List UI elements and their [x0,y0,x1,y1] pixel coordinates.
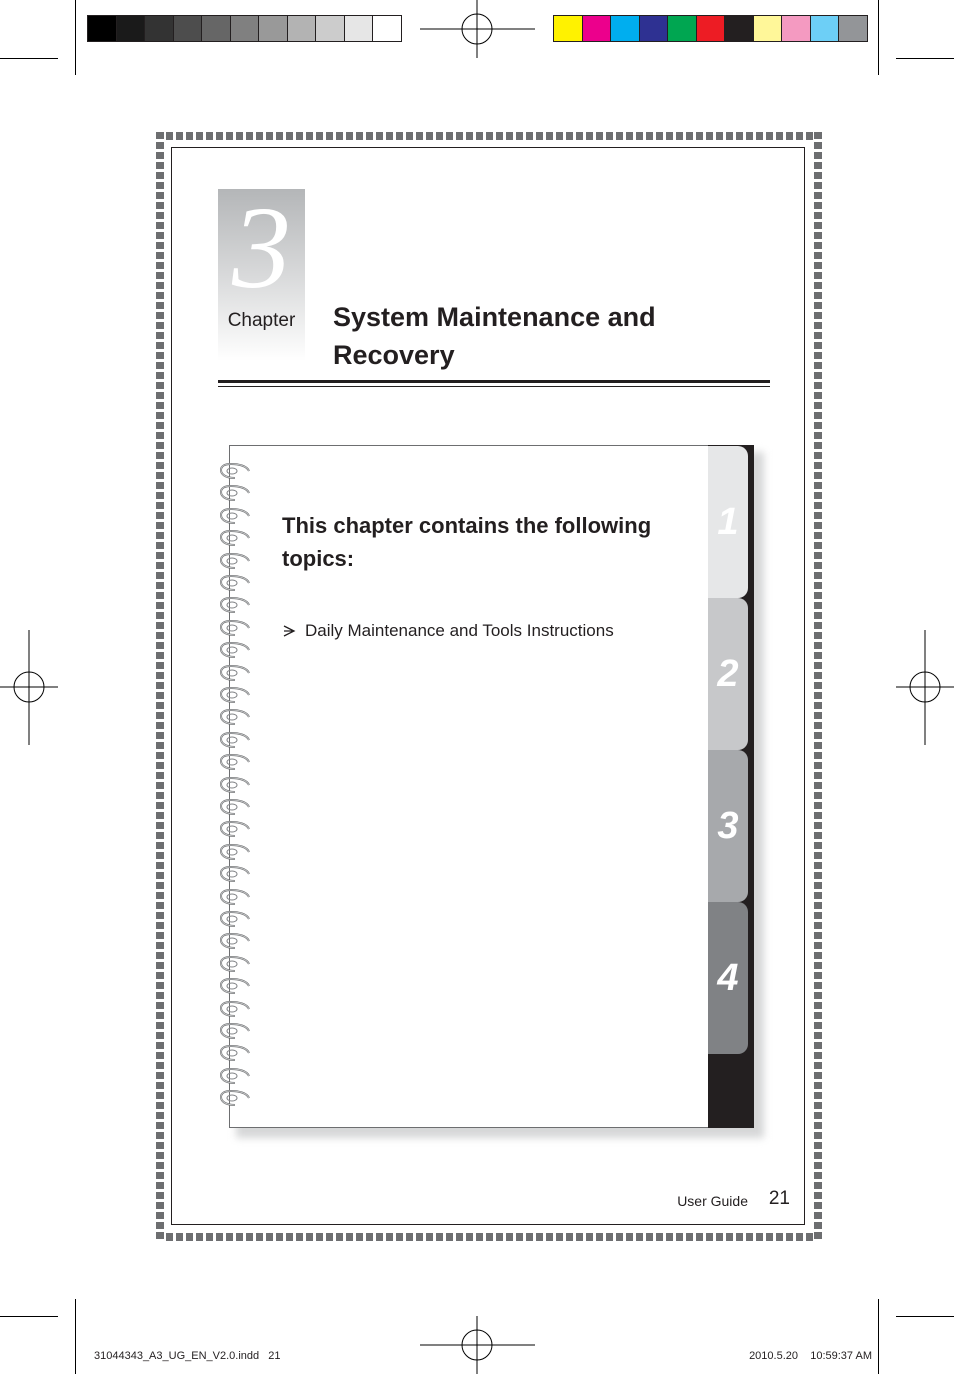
gray-swatch [287,15,317,42]
spiral-ring [219,597,251,614]
page-number: 21 [768,1188,790,1209]
spiral-ring [219,687,251,704]
slug-file: 31044343_A3_UG_EN_V2.0.indd 21 [94,1350,281,1362]
spiral-ring [219,485,251,502]
gray-swatch [372,15,402,42]
gray-swatch [173,15,203,42]
topics-heading [282,509,702,575]
registration-mark-left [0,630,60,745]
gray-swatch [315,15,345,42]
spiral-ring [219,709,251,726]
color-swatch [810,15,840,42]
spiral-ring [219,754,251,771]
topics-heading-line1: This chapter contains the following [282,513,652,538]
color-swatch [639,15,669,42]
spiral-ring [219,665,251,682]
color-swatch [553,15,583,42]
spiral-ring [219,1045,251,1062]
topics-heading-line2: topics: [282,546,355,571]
tab-1[interactable]: 1 [708,446,748,598]
spiral-ring [219,620,251,637]
spiral-ring [219,911,251,928]
topic-list [282,621,702,641]
footer-guide-label: User Guide [677,1193,748,1209]
arrow-bullet-icon [282,624,296,638]
spiral-ring [219,1090,251,1107]
spiral-ring [219,508,251,525]
spiral-ring [219,642,251,659]
gray-swatch [230,15,260,42]
spiral-ring [219,732,251,749]
gray-swatch [144,15,174,42]
spiral-ring [219,575,251,592]
chapter-label: Chapter [227,310,296,331]
spiral-ring [219,1001,251,1018]
spiral-ring [219,1023,251,1040]
gray-swatch [116,15,146,42]
gray-swatch [258,15,288,42]
spiral-ring [219,530,251,547]
color-swatch [582,15,612,42]
gray-swatch [201,15,231,42]
spiral-ring [219,866,251,883]
chapter-number: 3 [232,182,291,313]
gray-swatch [344,15,374,42]
tab-2[interactable]: 2 [708,598,748,750]
spiral-ring [219,777,251,794]
spiral-ring [219,553,251,570]
spiral-ring [219,463,251,480]
chapter-title-line1: System Maintenance and [333,302,656,332]
title-rule-thin [218,386,770,387]
registration-mark-top [420,0,535,60]
color-swatch [610,15,640,42]
gray-swatch [87,15,117,42]
spiral-ring [219,844,251,861]
registration-mark-bottom [420,1316,535,1374]
tab-3[interactable]: 3 [708,750,748,902]
topic-item [282,621,702,641]
color-swatch [781,15,811,42]
spiral-ring [219,889,251,906]
color-swatch [724,15,754,42]
slug-timestamp: 2010.5.20 10:59:37 AM [749,1350,872,1362]
topic-item-label: Daily Maintenance and Tools Instructions [305,621,614,640]
spiral-ring [219,956,251,973]
tab-4[interactable]: 4 [708,902,748,1054]
spiral-ring [219,799,251,816]
registration-mark-right [896,630,954,745]
color-swatch [753,15,783,42]
color-swatch [838,15,868,42]
spiral-ring [219,933,251,950]
color-swatch [667,15,697,42]
spiral-ring [219,821,251,838]
spiral-ring [219,1068,251,1085]
chapter-title [333,298,753,374]
spiral-ring [219,978,251,995]
chapter-title-line2: Recovery [333,340,455,370]
color-swatch [696,15,726,42]
title-rule [218,380,770,383]
